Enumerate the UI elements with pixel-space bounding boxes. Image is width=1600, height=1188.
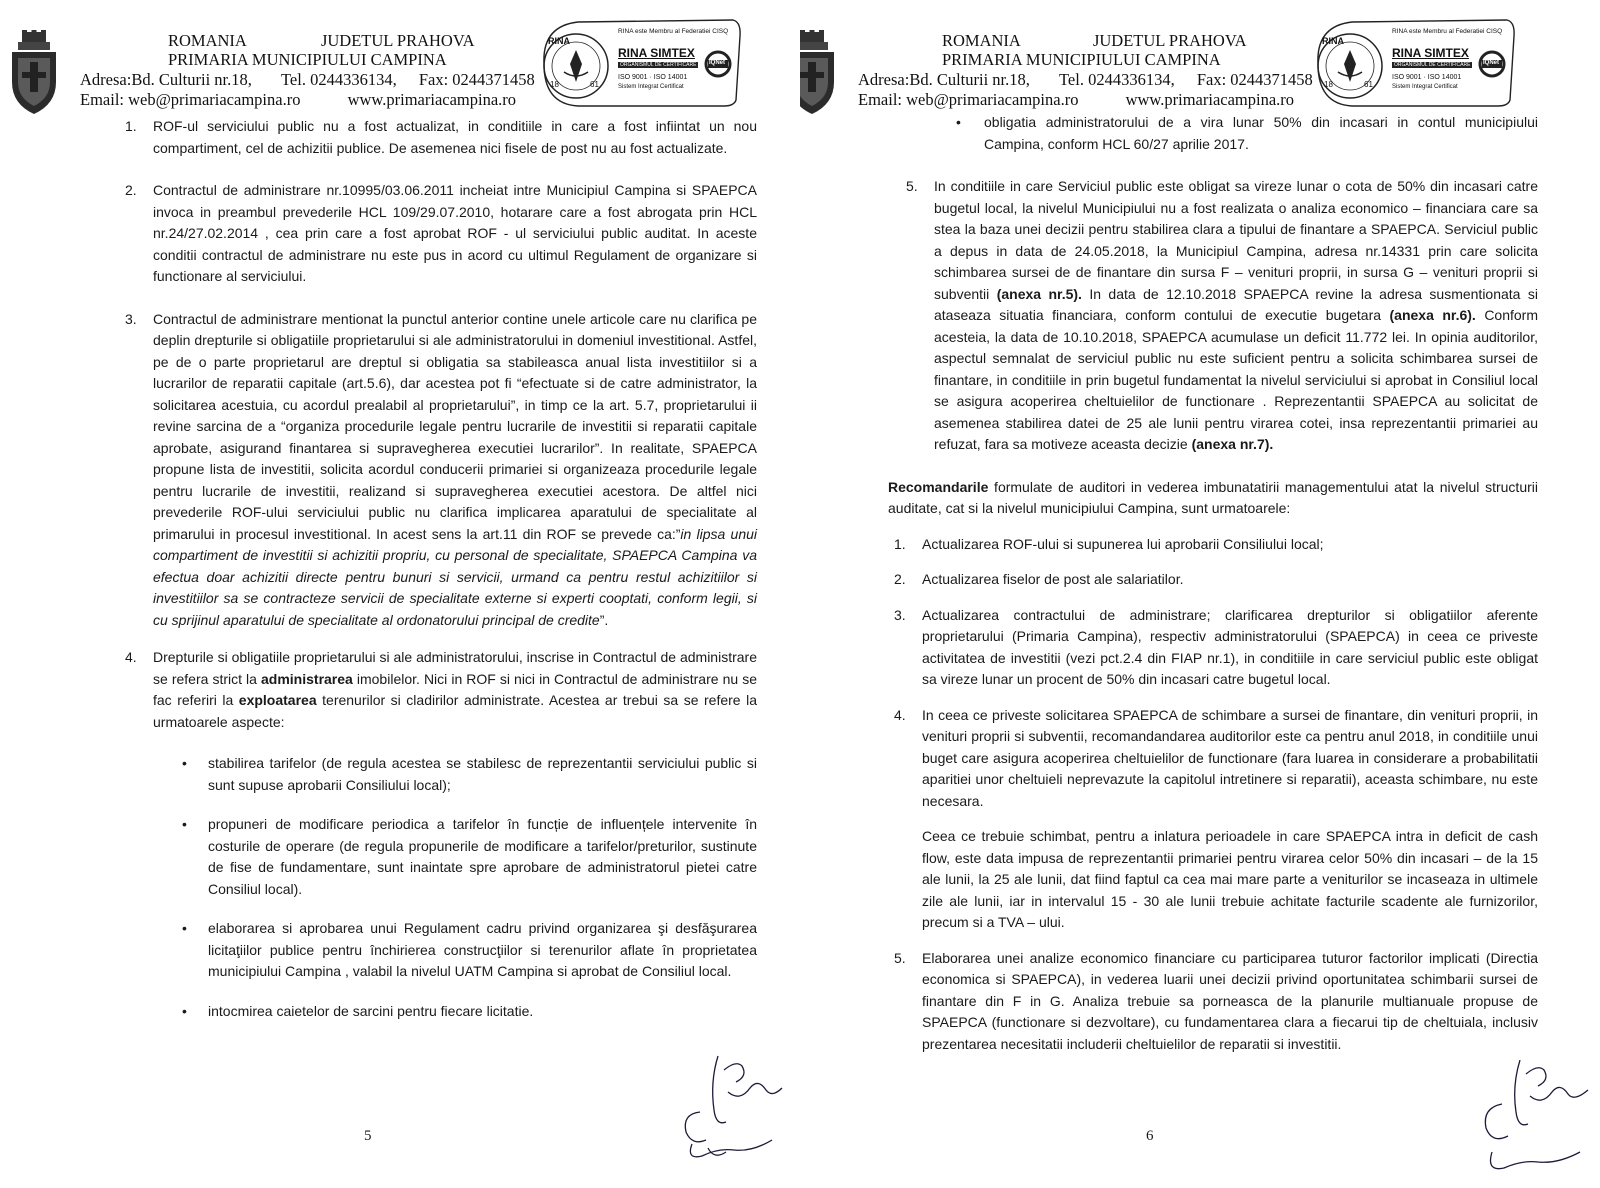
recommendations-list: [894, 534, 1538, 1056]
cert-brand: RINA SIMTEX: [618, 46, 695, 60]
header-fax: Fax: 0244371458: [1196, 70, 1313, 89]
aspect-text-3: elaborarea si aprobarea unui Regulament cadru privind organizarea şi desfăşurarea licitaţiilor publice pentru închirierea construcţiilor si terenurilor aflate în proprietatea municipiului Campina , valabil la nivelul UATM Campina si aprobat de Consiliul local.: [208, 920, 757, 979]
seal-letters: RINA: [1322, 36, 1344, 46]
bullet-dot-icon: •: [956, 114, 961, 130]
header-country: ROMANIA: [942, 31, 1021, 50]
aspect-bullet-3: [172, 918, 757, 983]
cert-org: ORGANISMUL DE CERTIFICARE: [620, 62, 697, 68]
signature-icon: [662, 1052, 790, 1164]
finding-text-4b: imobilelor. Nici in ROF si nici in Contractul de administrare nu se fac referiri la: [153, 670, 757, 708]
aspect-text-2: propuneri de modificare periodica a tarifelor în funcție de influențele intervenite în costurile de operare (de regula propunerile de modificare a tarifelor/preturilor, sustinute de fise de fundamentare, sunt inaintate spre aprobare de administratorul pietei catre Consiliul local).: [208, 816, 757, 897]
cert-org: ORGANISMUL DE CERTIFICARE: [1394, 62, 1471, 68]
bullet-dot-icon: •: [182, 816, 187, 832]
finding-text-1: ROF-ul serviciului public nu a fost actualizat, in conditiile in care a fost infiintat un nou compartiment, cel de achizitii publice. De asemenea nici fisele de post nu au fost actualizate.: [153, 118, 757, 156]
seal-year-a: 18: [550, 80, 559, 89]
certification-box: [1312, 16, 1517, 108]
recommendation-text-4-continued: Ceea ce trebuie schimbat, pentru a inlatura perioadele in care SPAEPCA intra in deficit de cash flow, este data impusa de reprezentantii primariei pentru virarea celor 50% din incasari – de la 15 ale lunii, la 25 ale lunii, dat fiind faptul ca cea mai mare parte a veniturilor se incaseaza in ultimele zile ale lunii, iar in intervalul 15 - 30 ale lunii trebuie achitate facturile scadente ale furnizorilor, precum si a TVA – ului.: [922, 828, 1538, 930]
finding-number-4: 4.: [125, 649, 137, 665]
finding-text-5b: In data de 12.10.2018 SPAEPCA revine la adresa susmentionata si ataseaza situatia financiara, conform contului de executie bugetara: [934, 285, 1538, 323]
recommendation-number-1: 1.: [894, 535, 906, 552]
finding-item-4: [125, 647, 757, 733]
finding-text-5a: In conditiile in care Serviciul public este obligat sa vireze lunar o cota de 50% din incasari catre bugetul local, la nivelul Municipiului nu a fost realizata o analiza economico – financiara care sa stea la baza unei decizii pentru stabilirea clara a tipului de finantare a SPAEPCA. Serviciul public a depus in data de 24.05.2018, la Municipiul Campina, adresa nr.14331 prin care solicita schimbarea sursei de de finantare din sursa F – venituri proprii, in sursa G – venituri proprii si subventii: [934, 178, 1538, 302]
header-country: ROMANIA: [168, 31, 247, 50]
finding-number-3: 3.: [125, 310, 137, 327]
header-line-3: [858, 70, 1313, 89]
recommendation-2: [894, 569, 1538, 591]
annex-5-ref: (anexa nr.5).: [996, 285, 1082, 302]
left-body: [125, 116, 757, 1022]
page-number-right: 6: [1146, 1128, 1154, 1144]
header-phone: Tel. 0244336134,: [1059, 70, 1175, 89]
header-website: www.primariacampina.ro: [1125, 90, 1295, 109]
bullet-dot-icon: •: [182, 1002, 187, 1019]
finding-item-1: [125, 116, 757, 159]
cert-member: RINA este Membru al Federatiei CISQ: [618, 28, 729, 35]
finding-bold-exploatarea: exploatarea: [238, 692, 317, 708]
finding-bold-administrarea: administrarea: [261, 670, 353, 687]
header-line-1: [942, 31, 1247, 50]
recommendation-text-1: Actualizarea ROF-ului si supunerea lui aprobarii Consiliului local;: [922, 535, 1324, 552]
aspect-bullet-4: [172, 1001, 757, 1023]
header-line-4: [80, 90, 516, 109]
bullet-dot-icon: •: [182, 755, 187, 771]
cert-member: RINA este Membru al Federatiei CISQ: [1392, 28, 1503, 35]
finding-quote-end-3: ”.: [599, 611, 609, 628]
recommendation-text-5: Elaborarea unei analize economico financiare cu participarea tuturor factorilor implicati (Directia economica si SPAEPCA), in vederea luarii unei decizii privind oportunitatea schimbarii sursei de finantare din F in G. Analiza trebuie sa porneasca de la planurile multianuale propuse de SPAEPCA (functionare si dezvoltare), cu fundamentarea clara a fiecarui tip de cheltuiala, inclusiv prezentarea necesitatii includerii cheltuielilor de reparatii si investitii.: [922, 949, 1538, 1052]
page-number-left: 5: [364, 1128, 372, 1144]
finding-text-5c: Conform acesteia, la data de 10.10.2018, SPAEPCA acumulase un deficit 11.772 lei. In opinia auditorilor, aspectul semnalat de serviciul public nu este suficient pentru a solicita schimbarea sursei de finantare, in conditiile in prin bugetul fundamentat la nivelul serviciului si aprobat in Consiliul local se asigura acoperirea cheltuielilor de functionare . Reprezentantii SPAEPCA au solicitat de asemenea stabilirea datei de 25 ale lunii pentru virarea cotei, insa reprezentantii primariei au refuzat, fara sa motiveze aceasta decizie: [934, 307, 1539, 452]
cert-iso: ISO 9001 · ISO 14001: [1392, 74, 1462, 81]
header-fax: Fax: 0244371458: [418, 70, 535, 89]
header-address: Adresa:Bd. Culturii nr.18,: [858, 70, 1030, 89]
recommendation-text-3: Actualizarea contractului de administrare; clarificarea drepturilor si obligatiilor aferente proprietarului (Primaria Campina), respectiv administratorului (SPAEPCA) in ceea ce priveste activitatea de investitii (vezi pct.2.4 din FIAP nr.1), in conditiile in care serviciul public este obligat sa vireze lunar un procent de 50% din incasari catre bugetul local.: [922, 606, 1538, 687]
recommendation-text-2: Actualizarea fiselor de post ale salariatilor.: [922, 571, 1184, 587]
seal-year-a: 18: [1324, 80, 1333, 89]
header-email: Email: web@primariacampina.ro: [858, 90, 1079, 109]
cert-system: Sistem Integrat Certificat: [618, 84, 684, 90]
finding-item-5: [906, 176, 1538, 456]
header-line-1: [168, 31, 475, 50]
aspect-bullet-2: [172, 814, 757, 900]
recommendation-number-5: 5.: [894, 949, 906, 966]
right-body: [888, 112, 1538, 1055]
certification-box: [538, 16, 743, 108]
finding-text-4a: Drepturile si obligatiile proprietarului si ale administratorului, inscrise in Contractul de administrare se refera strict la: [153, 649, 757, 687]
bullet-dot-icon: •: [182, 920, 187, 936]
header-address: Adresa:Bd. Culturii nr.18,: [80, 70, 252, 89]
recommendation-number-3: 3.: [894, 606, 906, 623]
recommendation-number-4: 4.: [894, 706, 906, 723]
recommendation-5: [894, 948, 1538, 1056]
aspect-text-1: stabilirea tarifelor (de regula acestea se stabilesc de reprezentantii serviciului public si sunt supuse aprobarii Consiliului local);: [208, 755, 757, 793]
header-email: Email: web@primariacampina.ro: [80, 90, 301, 109]
obligation-text: obligatia administratorului de a vira lunar 50% din incasari in contul municipiului Campina, conform HCL 60/27 aprilie 2017.: [984, 114, 1538, 152]
finding-text-3: Contractul de administrare mentionat la punctul anterior contine unele articole care nu clarifica pe deplin drepturile si obligatiile proprietarului si ale administratorului in domeniul investitional. Astfel, pe de o parte proprietarul are dreptul si obligatia sa stabileasca anual lista investitiilor si a lucrarilor de reparatii capitale (art.5.6), dar acestea pot fi “efectuate si de catre administrator, la solicitarea acestuia, cu acordul prealabil al proprietarului”, in timp ce la art. 5.7, proprietarului ii revine sarcina de a “organiza procedurile legale pentru lucrarile de investitii si reparatii capitale aprobate, asigurand finantarea si supravegherea executiei lucrarilor”. In realitate, SPAEPCA propune lista de investitii, solicita acordul conducerii primariei si organizeaza procedurile legale pentru lucrarile de investitii, realizand si supravegherea executiei acestora. De altfel nici prevederile ROF-ului serviciului public nu clarifica implicarea aparatului de specialitate al primarului in procesul investitional. In acest sens la art.11 din ROF se prevede ca:”: [153, 310, 757, 542]
header-line-4: [858, 90, 1294, 109]
seal-year-b: 61: [1364, 80, 1373, 89]
recommendation-1: [894, 534, 1538, 556]
finding-item-3: [125, 309, 757, 632]
page-right: [800, 0, 1600, 1188]
finding-text-2: Contractul de administrare nr.10995/03.06.2011 incheiat intre Municipiul Campina si SPAEPCA invoca in preambul prevederile HCL 109/29.07.2010, hotarare care a fost abrogata prin HCL nr.24/27.02.2014 , cea prin care a fost aprobat ROF - ul serviciului public auditat. In aceste conditii contractul de administrare nu este pus in acord cu ultimul Regulament de organizare si functionare al serviciului.: [153, 182, 757, 284]
aspect-text-4: intocmirea caietelor de sarcini pentru fiecare licitatie.: [208, 1002, 534, 1019]
finding-number-2: 2.: [125, 182, 137, 198]
recommendation-text-4: In ceea ce priveste solicitarea SPAEPCA de schimbare a sursei de finantare, din venituri proprii, in venituri proprii si subventii, recomandandarea auditorilor este ca pentru anul 2018, in conditiile unui buget care asigura acoperirea cheltuielilor de functionare (fara luarea in considerare a probabilitatii aparitiei unor cheltuieli neprevazute la capitolul intretinere si reparatii), aceasta schimbare, nu este necesara.: [922, 706, 1538, 809]
finding-number-1: 1.: [125, 118, 137, 134]
seal-year-b: 61: [590, 80, 599, 89]
obligation-list: [952, 112, 1538, 155]
annex-6-ref: (anexa nr.6).: [1389, 307, 1476, 323]
signature-icon: [1468, 1060, 1596, 1180]
header-institution: PRIMARIA MUNICIPIULUI CAMPINA: [942, 50, 1221, 69]
header-county: JUDETUL PRAHOVA: [320, 31, 475, 50]
aspect-bullet-1: [172, 753, 757, 796]
finding-number-5: 5.: [906, 178, 918, 194]
seal-letters: RINA: [548, 36, 570, 46]
finding-text-4c: terenurilor si cladirilor administrate. Acestea ar trebui sa se refere la urmatoarele aspecte:: [153, 692, 758, 730]
cert-system: Sistem Integrat Certificat: [1392, 84, 1458, 90]
coat-of-arms-icon: [8, 30, 60, 116]
aspects-list: [172, 753, 757, 1022]
recommendations-intro: [888, 477, 1538, 520]
header-county: JUDETUL PRAHOVA: [1092, 31, 1247, 50]
header-institution: PRIMARIA MUNICIPIULUI CAMPINA: [168, 50, 447, 69]
annex-7-ref: (anexa nr.7).: [1191, 436, 1274, 452]
finding-quote-3: in lipsa unui compartiment de investitii si achizitii propriu, cu personal de specialitate, SPAEPCA Campina va efectua doar achizitii directe pentru bunuri si servicii, urmand ca pentru restul achizitiilor si investitiilor sa se contracteze servicii de specialitate externe si experti cooptati, conform legii, si cu sprijinul aparatului de specialitate al ordonatorului principal de credite: [153, 525, 758, 628]
header-line-3: [80, 70, 535, 89]
recommendation-3: [894, 605, 1538, 691]
recommendation-4: [894, 705, 1538, 813]
header-website: www.primariacampina.ro: [347, 90, 517, 109]
recommendation-4-continued: [894, 826, 1538, 934]
cert-brand: RINA SIMTEX: [1392, 46, 1469, 60]
cert-iso: ISO 9001 · ISO 14001: [618, 74, 688, 81]
obligation-bullet: [952, 112, 1538, 155]
cert-iqnet: IQNet: [1483, 60, 1500, 66]
cert-iqnet: IQNet: [709, 60, 726, 66]
recommendations-heading: Recomandarile: [888, 478, 989, 495]
recommendation-number-2: 2.: [894, 571, 906, 587]
coat-of-arms-icon: [800, 30, 838, 116]
recommendations-intro-text: formulate de auditori in vederea imbunatatirii managementului atat la nivelul structurii auditate, cat si la nivelul municipiului Campina, sunt urmatoarele:: [888, 478, 1538, 516]
header-phone: Tel. 0244336134,: [281, 70, 397, 89]
finding-item-2: [125, 180, 757, 288]
